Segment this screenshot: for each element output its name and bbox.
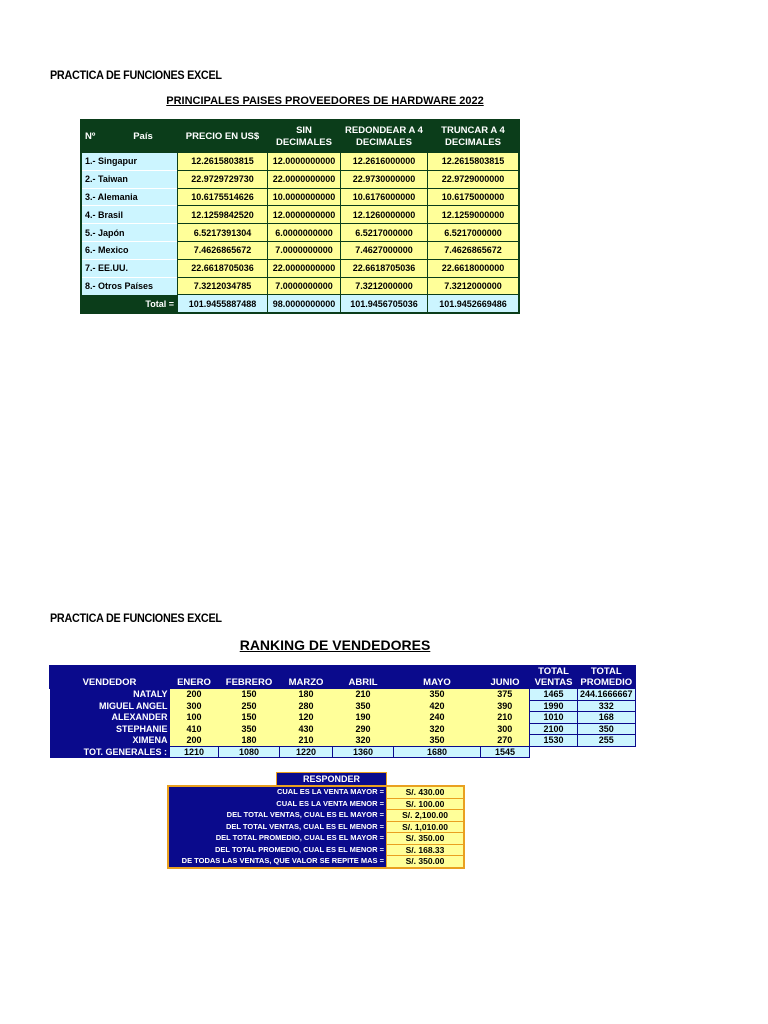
sin-cell: 22.0000000000 (268, 170, 341, 188)
total-ventas-cell: 1530 (530, 735, 578, 747)
col-header-precio: PRECIO EN US$ (178, 120, 268, 153)
answer-value: S/. 1,010.00 (387, 821, 465, 833)
month-value: 300 (170, 700, 219, 712)
total-row (81, 295, 519, 313)
col-header-vendedor: VENDEDOR (50, 666, 170, 689)
pais-cell: 8.- Otros Países (81, 277, 178, 295)
month-value: 200 (170, 689, 219, 701)
answer-value: S/. 168.33 (387, 844, 465, 856)
month-value: 240 (394, 712, 481, 724)
totals-label: TOT. GENERALES : (50, 746, 170, 758)
totals-row (50, 746, 636, 758)
col-header-mayo: MAYO (394, 666, 481, 689)
vendedor-name: NATALY (50, 689, 170, 701)
month-value: 390 (481, 700, 530, 712)
precio-cell: 10.6175514626 (178, 188, 268, 206)
red-cell: 12.1260000000 (341, 206, 428, 224)
col-header-enero: ENERO (170, 666, 219, 689)
month-value: 350 (394, 735, 481, 747)
trunc-cell: 12.1259000000 (428, 206, 520, 224)
answer-value: S/. 350.00 (387, 856, 465, 868)
table-row (50, 700, 636, 712)
month-total: 1220 (280, 746, 333, 758)
col-header-marzo: MARZO (280, 666, 333, 689)
month-value: 430 (280, 723, 333, 735)
total-promedio-cell: 168 (578, 712, 636, 724)
pais-cell: 3.- Alemania (81, 188, 178, 206)
table-row (81, 188, 519, 206)
answer-value: S/. 2,100.00 (387, 810, 465, 822)
col-header-sin: SIN DECIMALES (268, 120, 341, 153)
table-row (81, 206, 519, 224)
col-header-num: Nº (81, 120, 109, 153)
table-title-hardware: PRINCIPALES PAISES PROVEEDORES DE HARDWARE 2022 (166, 95, 484, 107)
red-cell: 7.3212000000 (341, 277, 428, 295)
col-header-pais: País (109, 120, 178, 153)
table-row (50, 723, 636, 735)
total-promedio-cell: 332 (578, 700, 636, 712)
question-label: DEL TOTAL VENTAS, CUAL ES EL MAYOR = (168, 810, 387, 822)
precio-cell: 7.4626865672 (178, 241, 268, 259)
total-sin-cell: 98.0000000000 (268, 295, 341, 313)
sin-cell: 12.0000000000 (268, 153, 341, 171)
table-row (81, 277, 519, 295)
month-value: 210 (333, 689, 394, 701)
table-row (50, 712, 636, 724)
month-value: 420 (394, 700, 481, 712)
pais-cell: 5.- Japón (81, 224, 178, 242)
pais-cell: 4.- Brasil (81, 206, 178, 224)
responder-row (168, 810, 464, 822)
responder-row (168, 786, 464, 798)
total-ventas-cell: 2100 (530, 723, 578, 735)
col-header-junio: JUNIO (481, 666, 530, 689)
responder-table (167, 785, 465, 869)
responder-row (168, 821, 464, 833)
month-value: 210 (481, 712, 530, 724)
month-total: 1680 (394, 746, 481, 758)
month-value: 350 (333, 700, 394, 712)
month-value: 190 (333, 712, 394, 724)
red-cell: 7.4627000000 (341, 241, 428, 259)
total-promedio-cell: 350 (578, 723, 636, 735)
red-cell: 10.6176000000 (341, 188, 428, 206)
precio-cell: 6.5217391304 (178, 224, 268, 242)
total-precio-cell: 101.9455887488 (178, 295, 268, 313)
responder-header: RESPONDER (276, 772, 387, 786)
month-total: 1210 (170, 746, 219, 758)
red-cell: 12.2616000000 (341, 153, 428, 171)
pais-cell: 2.- Taiwan (81, 170, 178, 188)
pais-cell: 1.- Singapur (81, 153, 178, 171)
total-ventas-cell: 1990 (530, 700, 578, 712)
month-value: 150 (219, 712, 280, 724)
trunc-cell: 6.5217000000 (428, 224, 520, 242)
trunc-cell: 12.2615803815 (428, 153, 520, 171)
sin-cell: 7.0000000000 (268, 277, 341, 295)
month-value: 200 (170, 735, 219, 747)
responder-row (168, 844, 464, 856)
sin-cell: 10.0000000000 (268, 188, 341, 206)
sin-cell: 12.0000000000 (268, 206, 341, 224)
question-label: DEL TOTAL PROMEDIO, CUAL ES EL MAYOR = (168, 833, 387, 845)
month-value: 320 (394, 723, 481, 735)
total-promedio-cell: 244.1666667 (578, 689, 636, 701)
precio-cell: 12.2615803815 (178, 153, 268, 171)
question-label: DEL TOTAL VENTAS, CUAL ES EL MENOR = (168, 821, 387, 833)
total-label: Total = (81, 295, 178, 313)
vendedor-name: STEPHANIE (50, 723, 170, 735)
trunc-cell: 22.9729000000 (428, 170, 520, 188)
vendedor-name: ALEXANDER (50, 712, 170, 724)
ranking-table (49, 665, 636, 758)
red-cell: 22.6618705036 (341, 259, 428, 277)
trunc-cell: 22.6618000000 (428, 259, 520, 277)
answer-value: S/. 350.00 (387, 833, 465, 845)
vendedor-name: XIMENA (50, 735, 170, 747)
month-value: 320 (333, 735, 394, 747)
month-value: 410 (170, 723, 219, 735)
trunc-cell: 7.4626865672 (428, 241, 520, 259)
precio-cell: 12.1259842520 (178, 206, 268, 224)
table-row (81, 259, 519, 277)
month-value: 150 (219, 689, 280, 701)
table-row (50, 735, 636, 747)
table-row (81, 241, 519, 259)
total-ventas-cell: 1010 (530, 712, 578, 724)
month-value: 375 (481, 689, 530, 701)
pais-cell: 7.- EE.UU. (81, 259, 178, 277)
responder-row (168, 833, 464, 845)
answer-value: S/. 430.00 (387, 786, 465, 798)
col-header-abril: ABRIL (333, 666, 394, 689)
page-title-2: PRACTICA DE FUNCIONES EXCEL (50, 611, 222, 625)
total-promedio-cell: 255 (578, 735, 636, 747)
empty-cell (578, 746, 636, 758)
month-value: 290 (333, 723, 394, 735)
sin-cell: 22.0000000000 (268, 259, 341, 277)
month-value: 350 (394, 689, 481, 701)
sin-cell: 7.0000000000 (268, 241, 341, 259)
responder-row (168, 856, 464, 868)
question-label: CUAL ES LA VENTA MAYOR = (168, 786, 387, 798)
total-ventas-cell: 1465 (530, 689, 578, 701)
month-value: 270 (481, 735, 530, 747)
precio-cell: 7.3212034785 (178, 277, 268, 295)
empty-cell (530, 746, 578, 758)
month-total: 1080 (219, 746, 280, 758)
month-value: 280 (280, 700, 333, 712)
sin-cell: 6.0000000000 (268, 224, 341, 242)
month-value: 100 (170, 712, 219, 724)
vendedor-name: MIGUEL ANGEL (50, 700, 170, 712)
col-header-redondear: REDONDEAR A 4 DECIMALES (341, 120, 428, 153)
precio-cell: 22.9729729730 (178, 170, 268, 188)
month-value: 120 (280, 712, 333, 724)
month-value: 180 (219, 735, 280, 747)
col-header-total-promedio: TOTAL PROMEDIO (578, 666, 636, 689)
precio-cell: 22.6618705036 (178, 259, 268, 277)
table-row (81, 224, 519, 242)
table-row (81, 153, 519, 171)
page-title-1: PRACTICA DE FUNCIONES EXCEL (50, 68, 222, 82)
hardware-table (80, 119, 520, 314)
answer-value: S/. 100.00 (387, 798, 465, 810)
month-value: 250 (219, 700, 280, 712)
month-value: 180 (280, 689, 333, 701)
trunc-cell: 10.6175000000 (428, 188, 520, 206)
month-value: 210 (280, 735, 333, 747)
col-header-febrero: FEBRERO (219, 666, 280, 689)
month-total: 1545 (481, 746, 530, 758)
table-row (81, 170, 519, 188)
col-header-total-ventas: TOTAL VENTAS (530, 666, 578, 689)
question-label: CUAL ES LA VENTA MENOR = (168, 798, 387, 810)
col-header-truncar: TRUNCAR A 4 DECIMALES (428, 120, 520, 153)
red-cell: 22.9730000000 (341, 170, 428, 188)
trunc-cell: 7.3212000000 (428, 277, 520, 295)
red-cell: 6.5217000000 (341, 224, 428, 242)
question-label: DEL TOTAL PROMEDIO, CUAL ES EL MENOR = (168, 844, 387, 856)
pais-cell: 6.- Mexico (81, 241, 178, 259)
month-total: 1360 (333, 746, 394, 758)
question-label: DE TODAS LAS VENTAS, QUE VALOR SE REPITE MAS = (168, 856, 387, 868)
month-value: 350 (219, 723, 280, 735)
total-trunc-cell: 101.9452669486 (428, 295, 520, 313)
table-row (50, 689, 636, 701)
table-title-ranking: RANKING DE VENDEDORES (239, 637, 431, 653)
total-red-cell: 101.9456705036 (341, 295, 428, 313)
responder-row (168, 798, 464, 810)
month-value: 300 (481, 723, 530, 735)
